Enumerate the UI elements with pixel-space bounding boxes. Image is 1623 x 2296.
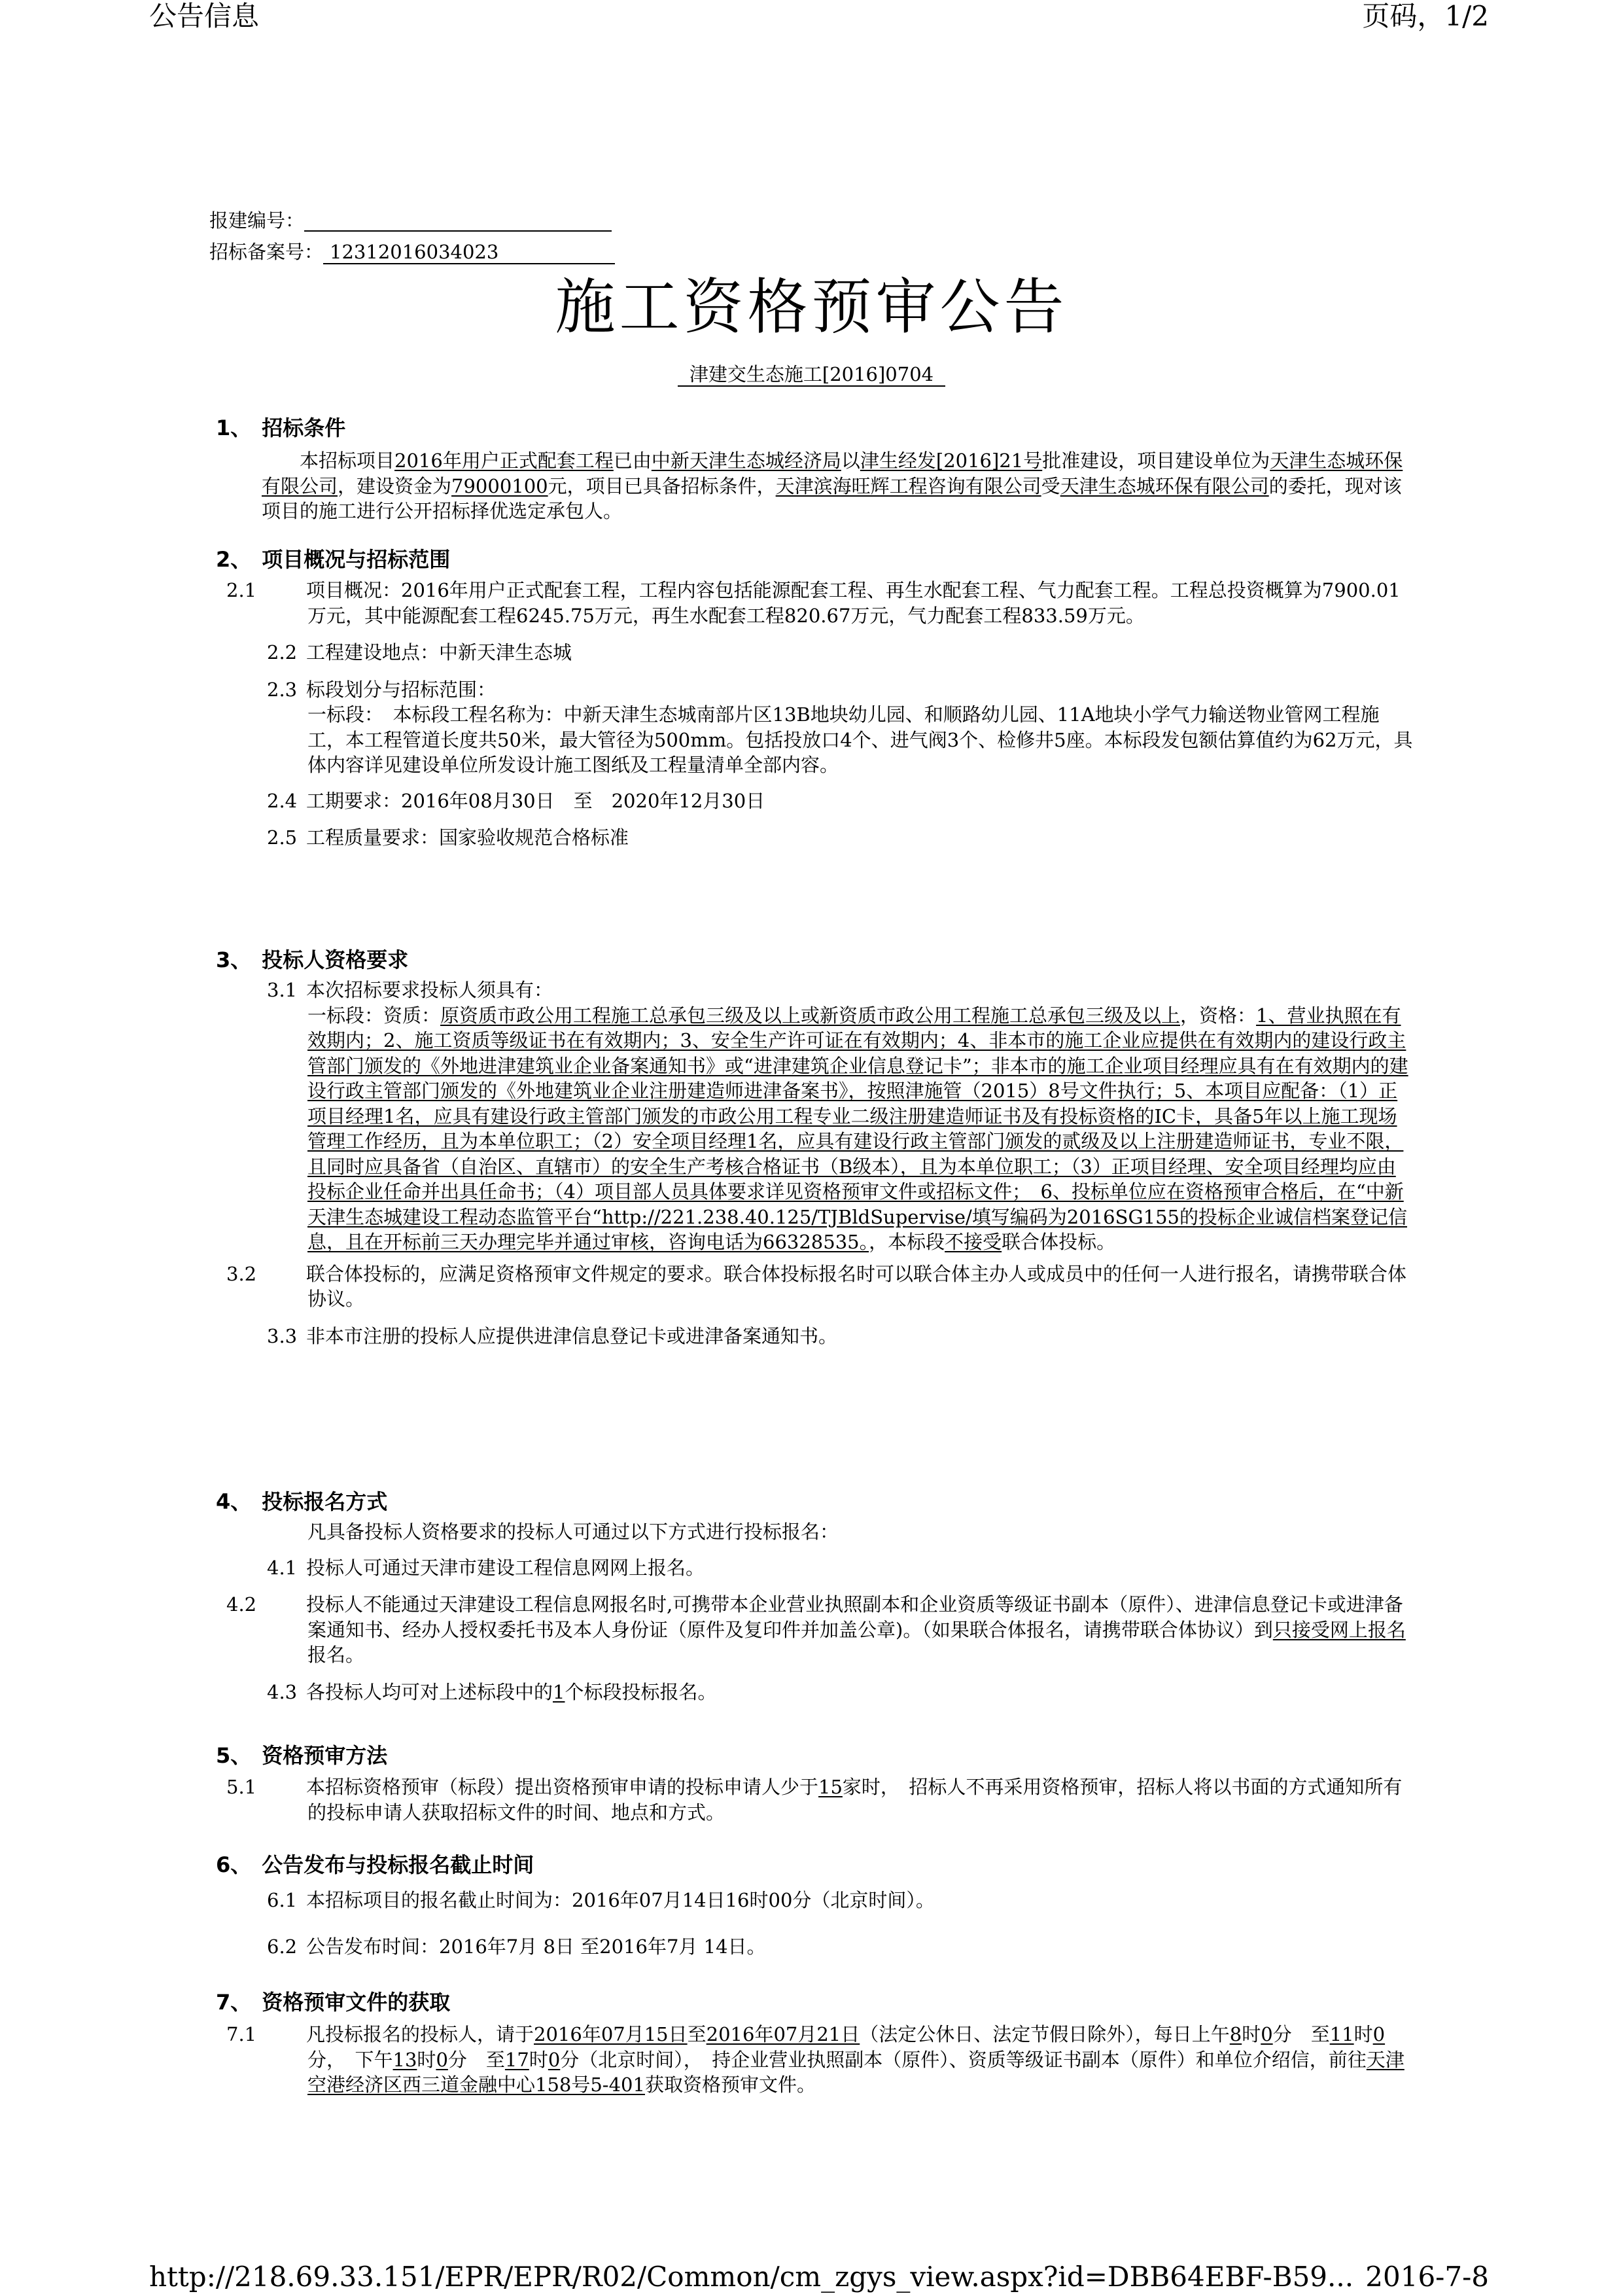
bjbh-value — [304, 230, 612, 232]
doc-number: 津建交生态施工[2016]0704 — [678, 363, 945, 387]
section-7-body: 7.1 凡投标报名的投标人，请于2016年07月15日至2016年07月21日（法定公休日、法定节假日除外），每日上午8时0分 至11时0分， 下午13时0分 至17时0分（北京时间）， 持企业营业执照副本（原件）、资质等级证书副本（原件）和单位介绍信，前往天津空港经济区西三道金融中心158号5-401获取资格预审文件。 — [226, 2023, 1405, 2096]
section-7-heading: 7、 资格预审文件的获取 — [216, 1990, 451, 2015]
zbbab-label: 招标备案号： — [209, 241, 324, 263]
section-6-heading: 6、 公告发布与投标报名截止时间 — [216, 1852, 534, 1877]
header-left: 公告信息 — [149, 0, 260, 32]
section-1-heading: 1、 招标条件 — [216, 415, 346, 440]
footer-date: 2016-7-8 — [1365, 2261, 1489, 2293]
doc-number-row — [0, 363, 1623, 387]
zbbab-value: 12312016034023 — [323, 241, 615, 264]
section-4-body: 凡具备投标人资格要求的投标人可通过以下方式进行投标报名： 4.1 投标人可通过天津市建设工程信息网网上报名。 4.2 投标人不能通过天津建设工程信息网报名时,可携带本企业营业执照副本和企业资质等级证书副本（原件）、进津信息登记卡或进津备案通知书、经办人授权委托书及本人身份证（原件及复印件并加盖公章)。（如果联合体报名，请携带联合体协议）到只接受网上报名报名。 4.3 各投标人均可对上述标段中的1个标段投标报名。 — [226, 1521, 1406, 1703]
bjbh-label: 报建编号： — [209, 209, 305, 232]
section-1-body: 本招标项目2016年用户正式配套工程已由中新天津生态城经济局以津生经发[2016]21号批准建设，项目建设单位为天津生态城环保有限公司，建设资金为79000100元，项目已具备招标条件，天津滨海旺辉工程咨询有限公司受天津生态城环保有限公司的委托，现对该项目的施工进行公开招标择优选定承包人。 — [262, 450, 1403, 522]
section-4-heading: 4、 投标报名方式 — [216, 1489, 388, 1514]
section-2-heading: 2、 项目概况与招标范围 — [216, 547, 451, 572]
section-5-heading: 5、 资格预审方法 — [216, 1743, 388, 1768]
header-right: 页码，1/2 — [1362, 0, 1489, 32]
section-5-body: 5.1 本招标资格预审（标段）提出资格预审申请的投标申请人少于15家时， 招标人不再采用资格预审，招标人将以书面的方式通知所有的投标申请人获取招标文件的时间、地点和方式。 — [226, 1776, 1403, 1824]
page-title: 施工资格预审公告 — [555, 272, 1068, 342]
section-6-body: 6.1 本招标项目的报名截止时间为：2016年07月14日16时00分（北京时间）。 6.2 公告发布时间：2016年7月 8日 至2016年7月 14日。 — [267, 1889, 935, 1958]
section-3-body: 3.1 本次招标要求投标人须具有： 一标段：资质：原资质市政公用工程施工总承包三级及以上或新资质市政公用工程施工总承包三级及以上，资格：1、营业执照在有效期内；2、施工资质等级证书在有效期内；3、安全生产许可证在有效期内；4、非本市的施工企业应提供在有效期内的建设行政主管部门颁发的《外地进津建筑业企业备案通知书》或“进津建筑企业信息登记卡”；非本市的施工企业项目经理应具有在有效期内的建设行政主管部门颁发的《外地建筑业企业注册建造师进津备案书》，按照津施管（2015）8号文件执行；5、本项目应配备：（1）正项目经理1名，应具有建设行政主管部门颁发的市政公用工程专业二级注册建造师证书及有投标资格的IC卡，具备5年以上施工现场管理工作经历，且为本单位职工；（2）安全项目经理1名，应具有建设行政主管部门颁发的贰级及以上注册建造师证书，专业不限，且同时应具备省（自治区、直辖市）的安全生产考核合格证书（B级本），且为本单位职工；（3）正项目经理、安全项目经理均应由投标企业任命并出具任命书；（4）项目部人员具体要求详见资格预审文件或招标文件； 6、投标单位应在资格预审合格后，在“中新天津生态城建设工程动态监管平台“http://221.238.40.125/TJBldSupervise/填写编码为2016SG155的投标企业诚信档案登记信息，且在开标前三天办理完毕并通过审核，咨询电话为66328535。，本标段不接受联合体投标。 3.2 联合体投标的，应满足资格预审文件规定的要求。联合体投标报名时可以联合体主办人或成员中的任何一人进行报名，请携带联合体协议。 3.3 非本市注册的投标人应提供进津信息登记卡或进津备案通知书。 — [226, 979, 1408, 1347]
section-2-body: 2.1 项目概况：2016年用户正式配套工程，工程内容包括能源配套工程、再生水配套工程、气力配套工程。工程总投资概算为7900.01万元，其中能源配套工程6245.75万元，再生水配套工程820.67万元，气力配套工程833.59万元。 2.2 工程建设地点：中新天津生态城 2.3 标段划分与招标范围： 一标段： 本标段工程名称为：中新天津生态城南部片区13B地块幼儿园、和顺路幼儿园、11A地块小学气力输送物业管网工程施工，本工程管道长度共50米，最大管径为500mm。包括投放口4个、进气阀3个、检修井5座。本标段发包额估算值约为62万元，具体内容详见建设单位所发设计施工图纸及工程量清单全部内容。 2.4 工期要求：2016年08月30日 至 2020年12月30日 2.5 工程质量要求：国家验收规范合格标准 — [226, 579, 1413, 849]
footer-url[interactable]: http://218.69.33.151/EPR/EPR/R02/Common/cm_zgys_view.aspx?id=DBB64EBF-B59... — [149, 2261, 1354, 2293]
zbbab-row — [209, 241, 615, 264]
section-3-heading: 3、 投标人资格要求 — [216, 947, 409, 972]
bjbh-row — [209, 209, 612, 232]
